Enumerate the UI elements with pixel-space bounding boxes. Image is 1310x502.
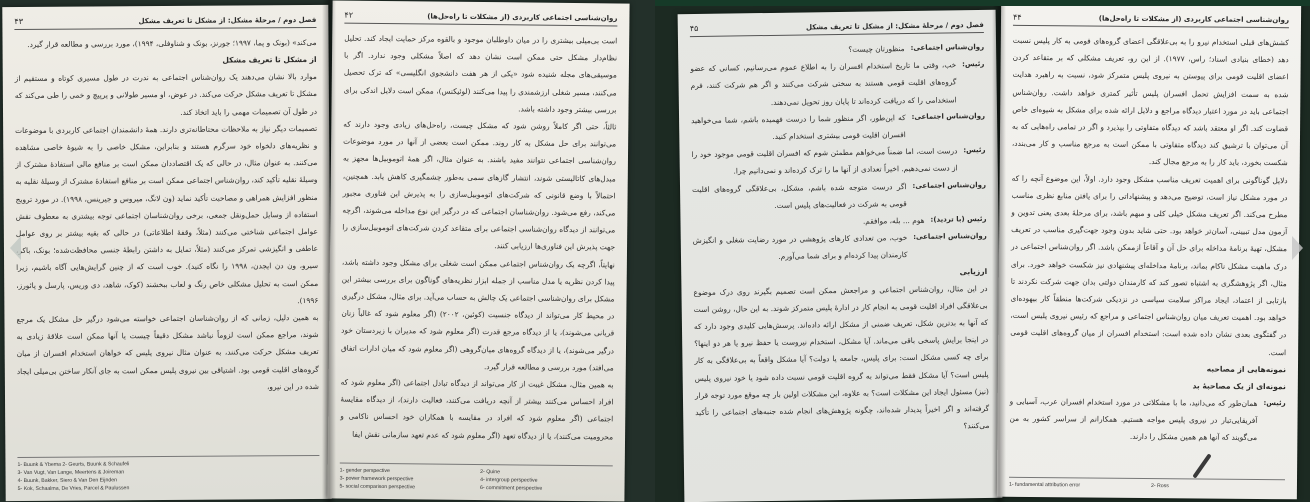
dialog-text: خب، وقتی ما تاریخ استخدام افسران را به اطلاع عموم می‌رسانیم، کسانی که عضو گروه‌های اقلیت قومی هستند به سختی شرکت می‌کنند و اگر هم شرکت کنند، فرم استخدامی را که دریافت کرده‌اند تا پایان روز تحویل نمی‌دهند. xyxy=(690,60,957,107)
page-number: ۴۳ xyxy=(14,16,24,27)
paragraph: در این مثال، روان‌شناس اجتماعی و مراجعش ممکن است تصمیم بگیرند روی درک موضوع بی‌علاقگی افراد اقلیت قومی به انجام کار در ادارهٔ پلیس متمرکز شوند. به این حال، روشن است که آنها به بدترین شکل، تعریف ضمنی از مشکل ارائه داده‌اند. پرسش‌هایی کلیدی وجود دارد که در اینجا برایش پاسخی باقی می‌ماند. آیا مشکل، استخدام نیروست یا حفظ نیرو یا هر دو اینها؟ برای چه کسی مشکل است: برای پلیس، جامعه یا دولت؟ آیا مشکل واقعاً به بی‌علاقگی به کار پلیس است؟ آیا مشکل فقط می‌تواند به گروه اقلیت قومی نسبت داده شود یا خود نیروی پلیس (نیز) مسئول ایجاد این مشکلات است؟ به علاوه، این مشکلات اولین بار چه موقع مورد توجه قرار گرفته‌اند و اگر اخیراً پدیدار شده‌اند، چگونه پژوهش‌های انجام شده جنبه‌های اجتماعی را تأکید می‌کنند؟ xyxy=(693,283,990,431)
dialog-text: هوم ... بله، موافقم. xyxy=(862,215,925,226)
header-title: فصل دوم / مرحلهٔ مشکل: از مشکل تا تعریف مشکل xyxy=(138,15,317,26)
paragraph: نهایتاً، اگرچه یک روان‌شناس اجتماعی ممکن است شغلی برای مشکل وجود داشته باشد، پیدا کردن نظریه یا مدل مناسب از جمله ابزار نظریه‌های گوناگون برای بررسی بیشتر این مشکل برای روان‌شناسی اجتماعی یک چالش به حساب می‌آید. برای مثال، مشکل درگیری در محیط کار می‌تواند از دیدگاه جنسیت (کوئین، ۲۰۰۲) (اگر معلوم شود که غالباً زنان قربانی می‌شوند)، یا از دیدگاه مرجع قدرت (اگر معلوم شود که مدیران با زیردستان خود درگیر می‌شوند)، یا از دیدگاه گروه‌های میان‌گروهی (اگر معلوم شود که میان ادارات اتفاق می‌افتد) مورد بررسی و مطالعه قرار گیرد. xyxy=(340,257,615,373)
chevron-right-icon[interactable] xyxy=(1292,236,1303,260)
running-header xyxy=(1013,13,1289,28)
speaker: رئیس: xyxy=(962,60,985,69)
dialog-line xyxy=(1009,393,1285,447)
header-title: روان‌شناسی اجتماعی کاربردی (از مشکلات تا راه‌حل‌ها) xyxy=(1098,14,1290,25)
header-title: فصل دوم / مرحلهٔ مشکل: از مشکل تا تعریف مشکل xyxy=(805,20,984,32)
paragraph: موارد بالا نشان می‌دهند یک روان‌شناس اجتماعی به ندرت در طول مسیری کوتاه و مستقیم از مشکل تا تعریف مشکل حرکت می‌کند. در عوض، او مسیر طولانی و پرپیچ و خمی را طی می‌کند که در طول آن تصمیمات مهمی را باید اتخاذ کند. xyxy=(14,72,318,117)
speaker: رئیس: xyxy=(963,146,986,155)
page-number: ۴۵ xyxy=(689,23,699,34)
dialog-text: همان‌طور که می‌دانید، ما با مشکلاتی در مورد استخدام افسران عرب، آسیایی و آفریقایی‌تبار در نیروی پلیس مواجه هستیم. همکارانم از سراسر کشور به من می‌گویند که آنها هم همین مشکل را دارند. xyxy=(1009,396,1258,443)
subsection-heading: نمونه‌ای از یک مصاحبهٔ بد xyxy=(1192,381,1286,392)
page-number: ۴۴ xyxy=(1012,12,1022,22)
paragraph: ثالثاً، حتی اگر کاملاً روشن شود که مشکل چیست، راه‌حل‌های زیادی وجود دارند که می‌توانند برای حل مشکل به کار روند. ممکن است بعضی از آنها در مورد موضوعات روان‌شناسی اجتماعی نتوانند مفید باشند. به عنوان مثال، اگر همهٔ اتوموبیل‌ها مجهز به مبدل‌های کاتالیستی شوند، انتشار گازهای سمی به‌طور چشمگیری کاهش یابد. همچنین، احتمالاً با وضع قانونی که شرکت‌های اتوموبیل‌سازی را به پذیرش این فناوری مجبور می‌کند، رفع می‌شود. روان‌شناسان اجتماعی که در درگیر این نوع مداخله می‌شوند، اگرچه می‌توانند از دیدگاه روان‌شناسی اجتماعی برای متقاعد کردن شرکت‌های اتوموبیل‌سازی را جهت پذیرش این فناوری‌ها ارزیابی کنند. xyxy=(342,119,617,252)
paragraph: تصمیمات دیگر نیاز به ملاحظات محتاطانه‌تری دارند. همهٔ دانشمندان اجتماعی کاربردی با موضوعات و نظریه‌های دلخواه خود سرگرم هستند و بنابراین، مشکل خاصی را به شیوهٔ خاصی مشاهده می‌کنند. به عنوان مثال، در حالی که یک اقتصاددان ممکن است بر منافع مالی استفادهٔ مشترک از وسیلهٔ نقلیه تأکید کند، روان‌شناس اجتماعی ممکن است بر منافع استفادهٔ مشترک از وسیلهٔ نقلیه به منظور افزایش همراهی و مصاحبت تأکید نماید (ون لانگ، میروس و جیرینس، ۱۹۹۸). در مورد ترویج استفاده از وسایل حمل‌ونقل جمعی، برخی روان‌شناسان اجتماعی توجه بیشتری به معطوف نقش عوامل اجتماعی شناختی می‌کنند (مثلاً، وقفهٔ اطلاعاتی) در حالی که بقیه بیشتر بر روی عوامل عاطفی و انگیزشی تمرکز می‌کنند (مثلاً، تمایل به داشتن رابطهٔ جنسی محافظت‌شده؛ بونک، باکر، سیرو، ون دن ایجدن، ۱۹۹۸ را نگاه کنید). خوب است که از چنین گرایش‌هایی آگاه باشیم، زیرا ممکن است به تحلیل مشکلی خاص رنگ و لعاب ببخشند (کوک، شاهد، دی وریس، پارسل و پائورز، ۱۹۹۶). xyxy=(15,123,319,305)
page-43 xyxy=(2,5,331,501)
speaker: رئیس (با تردید): xyxy=(930,214,987,224)
footnotes xyxy=(1009,477,1285,491)
paragraph: به همین مثال، مشکل غیبت از کار می‌تواند از دیدگاه تبادل اجتماعی (اگر معلوم شود که افراد احساس می‌کنند بیشتر از آنچه دریافت می‌کنند، فعالیت دارند)، از دیدگاه مقایسهٔ اجتماعی (اگر معلوم شود که افراد در مقایسه با همکاران خود احساس ناکامی و محرومیت می‌کنند)، یا از دیدگاه تعهد (اگر معلوم شود که عدم تعهد سازمانی نقش ایفا xyxy=(340,377,614,442)
footnote: 4- intergroup perspective xyxy=(480,477,538,484)
dialog-text: که این‌طور، اگر منظور شما را درست فهمیده باشم، شما می‌خواهید افسران اقلیت قومی بیشتری استخدام کنید. xyxy=(691,112,906,141)
footnote: 3- Van Vugt, Van Lange, Meertens & Joireman xyxy=(17,469,125,477)
footnote: 5- social comparison perspective xyxy=(339,483,416,491)
footnote: 1- fundamental attribution error xyxy=(1008,481,1081,489)
footnotes xyxy=(339,463,612,494)
footnote: 2- Quine xyxy=(480,469,501,476)
photo-top-edge xyxy=(655,0,1310,6)
paragraph: به همین دلیل، زمانی که از روان‌شناسان اجتماعی خواسته می‌شود درگیر حل مشکل یک مرجع شوند، مراجع ممکن است لزوماً نباشد مشکل دقیقاً چیست یا آنها ممکن است علاقهٔ زیادی به تعریف مشکل حرکت می‌کنند، به عنوان مثال نیروی پلیس که خواهان استخدام افسران از میان گروه‌های اقلیت قومی بود. اشتیاقی بین نیروی پلیس ممکن است به جای آنکار ساختن بی‌میلی ایجاد شده در این نیرو، xyxy=(16,312,319,392)
paragraph: است بی‌میلی بیشتری را در میان داوطلبان موجود و بالقوه مرکز حمایت ایجاد کند. تحلیل نظام‌دار مشکل حتی ممکن است نشان دهد که اصلاً مشکلی وجود ندارد. اگر با موسیقی‌های مجله شنیده شود «یکی از هر هفت دانشجوی انگلیسی» که ترک تحصیل می‌کنند، مسیر شغلی ارزشمندی را پیدا می‌کنند (لوئیکنس)، ممکن است دلایل اندکی برای بررسی بیشتر وجود داشته باشد. xyxy=(343,33,618,115)
paragraph: دلایل گوناگونی برای اهمیت تعریف مناسب مشکل وجود دارد. اولاً، این موضوع آنچه را که در مورد مشکل نیاز است، توضیح می‌دهد و پیشنهاداتی را برای یافتن منابع نظری مناسب مطرح می‌کند. اگر تعریف مشکل خیلی کلی و مبهم باشد، برای مرحلهٔ بعدی یعنی تدوین و آزمون مدل تبیینی، آسان‌تر خواهد بود. حتی شاید بدون وجود جهت‌گیری مناسب در تعریف مشکل، تهیهٔ برنامهٔ مداخله برای حل آن و آقاعاً ازممکن باشد. اگر روان‌شناس اجتماعی در درک ماهیت مشکل ناکام بماند، برنامهٔ مداخله‌ای پیشنهادی نیز شکست خواهد خورد. برای مثال، اگر پژوهشگری به اشتباه تصور کند که کارمندان دولتی بدان جهت شرکت نکردند تا بازتابی از اعتماد، ایجاد مراکز سلامت سیاسی در نزدیکی شرکت‌ها منطقاً کار بیهوده‌ای خواهد بود. اهمیت تعریف میان روان‌شناس اجتماعی و مراجع که رئیس نیروی پلیس است، در گفتگوی بعدی نشان داده شده است: استخدام افسران از میان گروه‌های اقلیت قومی است. xyxy=(1010,173,1288,357)
footnotes xyxy=(17,455,319,493)
header-title: روان‌شناسی اجتماعی کاربردی (از مشکلات تا راه‌حل‌ها) xyxy=(427,12,618,23)
chevron-left-icon[interactable] xyxy=(10,236,21,260)
running-header xyxy=(14,15,316,30)
dialog-line xyxy=(691,108,985,147)
section-heading: ارزیابی xyxy=(959,266,988,276)
section-heading: نمونه‌هایی از مصاحبه xyxy=(1206,364,1287,375)
speaker: رئیس: xyxy=(1263,398,1286,408)
page-body xyxy=(690,39,989,439)
dialog-text: منظورتان چیست؟ xyxy=(848,44,905,54)
footnote: 6- commitment perspective xyxy=(479,485,543,492)
right-photo xyxy=(655,0,1310,502)
dialog-text: درست است، اما ضمناً می‌خواهم مطمئن شوم که افسران اقلیت قومی موجود خود را از دست نمی‌دهیم. اخیراً تعدادی از آنها ما را ترک کرده‌اند و نمی‌دانیم چرا. xyxy=(691,146,958,176)
running-header xyxy=(344,11,617,27)
footnote: 1- gender perspective xyxy=(339,467,390,475)
footnote: 1- Buunk & Ybema 2- Geurts, Buunk & Schaufeli xyxy=(17,461,130,469)
dialog-text: اگر درست متوجه شده باشم، مشکل، بی‌علاقگی گروه‌های اقلیت قومی به شرکت در فعالیت‌های پلیس است. xyxy=(691,181,907,210)
page-body xyxy=(1009,32,1289,447)
page-44 xyxy=(997,3,1301,500)
page-45 xyxy=(678,10,1003,502)
paragraph: کشش‌های قبلی استخدام نیرو را به بی‌علاقگی اعضای گروه‌های قومی به کار پلیس نسبت دهد (خطای بنیادی اسناد؛ راس، ۱۹۷۷). از این رو، تعریف مشکلی که بر متقاعد کردن اعضای اقلیت قومی برای پیوستن به نیروی پلیس متمرکز شود، نسبت به راهبرد هدایت شده به سمت افزایش تحمل افسران پلیس تأثیر کمتری خواهد داشت. روان‌شناس اجتماعی باید در مورد اعتبار دیدگاه مراجع و دلایل ارائه شده برای مشکل به شیوه‌ای خاص قضاوت کند. اگر او معتقد باشد که دیدگاه متفاوتی را بپذیرد و اگر در تمامی راه‌هایی که به آن می‌توان با ترشیق کند دیدگاه متفاوتی با ممکن است به مرجع مناسب و کار می‌بندد، شکست بخورد، باید کار را به مرجع مجال کند. xyxy=(1011,35,1289,168)
dialog-line xyxy=(690,56,985,112)
page-body xyxy=(14,34,319,397)
page-number: ۴۲ xyxy=(344,10,354,20)
dialog-line xyxy=(693,228,987,267)
speaker: روان‌شناس اجتماعی: xyxy=(912,180,987,190)
paragraph: می‌کند» (بونک و پما، ۱۹۹۷؛ جورنز، بونک و شناوفلی، ۱۹۹۴)، مورد بررسی و مطالعه قرار گیرد. xyxy=(27,37,317,49)
footnote: 2- Ross xyxy=(1150,483,1169,490)
footnote: 5- Kok, Schaalma, De Vries, Parcel & Paulussen xyxy=(17,485,130,493)
page-42 xyxy=(327,0,629,501)
page-body xyxy=(340,30,617,446)
running-header xyxy=(690,20,984,37)
dialog-text: خوب، من تعدادی کارهای پژوهشی در مورد رضایت شغلی و انگیزش کارمندان پیدا کرده‌ام و برای شما می‌آورم. xyxy=(692,233,908,262)
dialog-line xyxy=(691,142,985,181)
section-heading: از مشکل تا تعریف مشکل xyxy=(222,55,317,65)
footnote: 3- power framework perspective xyxy=(339,475,414,483)
book-gutter xyxy=(322,0,336,502)
speaker: روان‌شناس اجتماعی: xyxy=(910,42,985,52)
book-gutter xyxy=(992,0,1006,502)
speaker: روان‌شناس اجتماعی: xyxy=(913,232,987,242)
dialog-line xyxy=(692,177,986,216)
footnote: 4- Buunk, Bakker, Siero & Van Den Eijnden xyxy=(17,477,117,485)
speaker: روان‌شناس اجتماعی: xyxy=(911,111,986,121)
